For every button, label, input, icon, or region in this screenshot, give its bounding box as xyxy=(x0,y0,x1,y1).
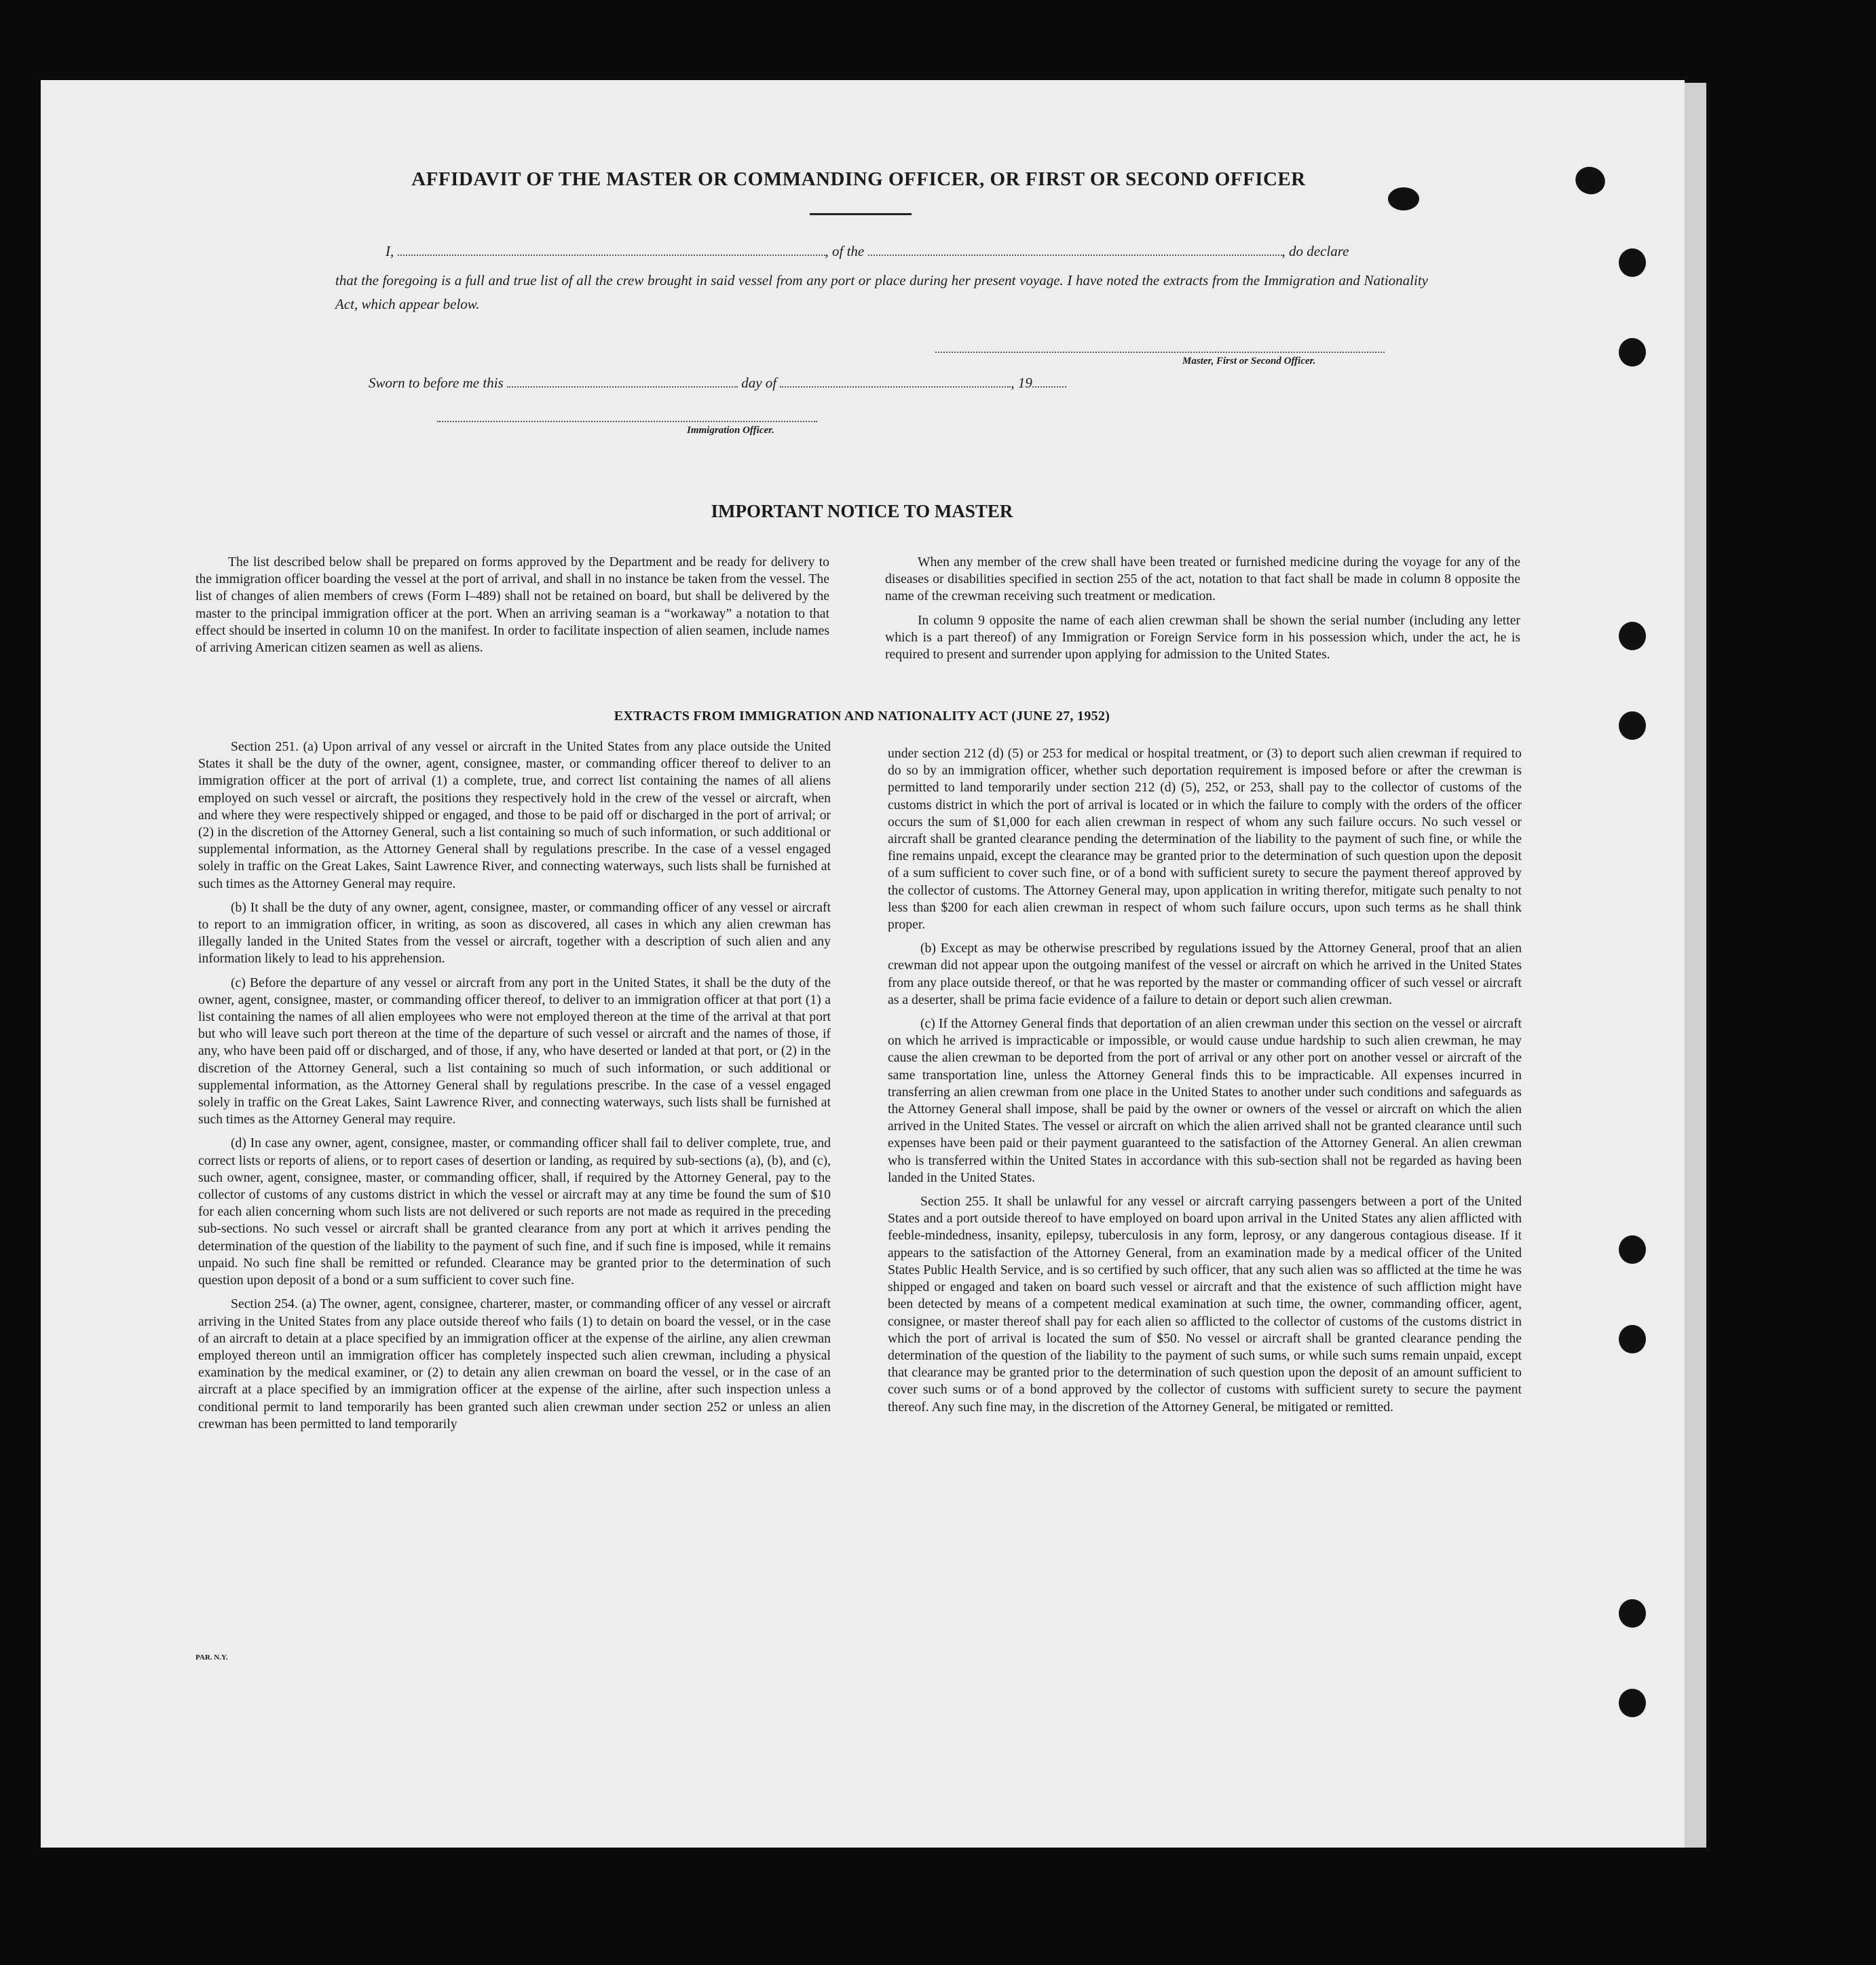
sworn-day-field[interactable] xyxy=(507,377,738,388)
extract-paragraph: (d) In case any owner, agent, consignee, master, or commanding officer shall fail to deliver complete, true, and correct lists or reports of aliens, or to report cases of desertion or landing, as required by sub-sections (a), (b), and (c), such owner, agent, consignee, master, or commanding officer, shall, if required by the Attorney General, pay to the collector of customs of any customs district in which the vessel or aircraft may at any time be found the sum of $10 for each alien concerning whom such lists are not delivered or such reports are not made as required in the preceding sub-sections. No such vessel or aircraft shall be granted clearance from any port at which it arrives pending the determination of the question of the liability to the payment of such fine, and if such fine is imposed, while it remains unpaid. No such fine shall be remitted or refunded. Clearance may be granted prior to the determination of such question upon deposit of a bond or a sum sufficient to cover such fine. xyxy=(198,1136,831,1288)
printer-mark: PAR. N.Y. xyxy=(195,1653,228,1662)
i-label: I, xyxy=(386,243,394,259)
notice-left-column xyxy=(195,554,829,656)
extract-paragraph: Section 255. It shall be unlawful for any vessel or aircraft carrying passengers between a port of the United States and a port outside thereof to have employed on board upon arrival in the United States any alien afflicted with feeble-mindedness, insanity, epilepsy, tuberculosis in any form, leprosy, or any dangerous contagious disease. If it appears to the satisfaction of the Attorney General, from an examination made by a medical officer of the United States Public Health Service, and is so certified by such officer, that any such alien was so afflicted at the time he was shipped or engaged and taken on board such vessel or aircraft and that the existence of such affliction might have been detected by means of a competent medical examination at such time, the owner, commanding officer, agent, consignee, or master thereof shall pay for each alien so afflicted to the collector of customs of the customs district in which the port of arrival is located the sum of $50. No vessel or aircraft shall be granted clearance pending the determination of the question of the liability to the payment of such sums, or while such sums remain unpaid, except that clearance may be granted prior to the determination of such question upon the deposit of an amount sufficient to cover such sums or of a bond approved by the collector of customs with sufficient surety to secure the payment thereof. Any such fine may, in the discretion of the Attorney General, be mitigated or remitted. xyxy=(888,1194,1522,1415)
notice-right-column xyxy=(885,554,1520,663)
punch-hole-icon xyxy=(1619,711,1646,740)
extract-paragraph: under section 212 (d) (5) or 253 for medical or hospital treatment, or (3) to deport such alien crewman if required to do so by an immigration officer, whether such deportation requirement is imposed before or after the crewman is permitted to land temporarily under section 212 (d) (5), 252, or 253, shall pay to the collector of customs of the customs district in which the port of arrival is located or in which the failure to comply with the orders of the officer occurs the sum of $1,000 for each alien crewman in respect of whom any such failure occurs. No such vessel or aircraft shall be granted clearance pending the determination of the liability to the payment of such fine, or while the fine remains unpaid, except the clearance may be granted prior to the determination of such question upon the deposit of a sum sufficient to cover such fine, or of a bond with sufficient surety to secure the payment thereof approved by the collector of customs. The Attorney General may, upon application in writing therefor, mitigate such penalty to not less than $200 for each alien crewman in respect of whom such failure occurs, upon such terms as he shall think proper. xyxy=(888,746,1522,933)
extracts-title: EXTRACTS FROM IMMIGRATION AND NATIONALITY ACT (JUNE 27, 1952) xyxy=(614,709,1110,724)
sworn-year-field[interactable] xyxy=(1032,377,1066,388)
punch-hole-icon xyxy=(1619,1325,1646,1353)
document-page xyxy=(41,80,1685,1848)
day-of-label: day of xyxy=(741,375,777,391)
sworn-month-field[interactable] xyxy=(780,377,1011,388)
title-rule xyxy=(810,213,912,215)
notice-paragraph: When any member of the crew shall have been treated or furnished medicine during the voyage for any of the diseases or disabilities specified in section 255 of the act, notation to that fact shall be made in column 8 opposite the name of the crewman receiving such treatment or medication. xyxy=(885,555,1520,604)
notice-title: IMPORTANT NOTICE TO MASTER xyxy=(711,501,1013,521)
extract-paragraph: (b) It shall be the duty of any owner, agent, consignee, master, or commanding officer of any vessel or aircraft to report to an immigration officer, in writing, as soon as discovered, all cases in which any alien crewman has illegally landed in the United States from the vessel or aircraft, together with a description of such alien and any information likely to lead to his apprehension. xyxy=(198,899,831,967)
of-the-label: , of the xyxy=(825,243,865,259)
do-declare-label: , do declare xyxy=(1281,243,1349,259)
extracts-left-column xyxy=(198,738,831,1433)
vessel-field[interactable] xyxy=(868,245,1282,256)
name-field[interactable] xyxy=(398,245,825,256)
sworn-line xyxy=(369,375,1183,392)
extract-paragraph: Section 254. (a) The owner, agent, consignee, charterer, master, or commanding officer of any vessel or aircraft arriving in the United States from any place outside thereof who fails (1) to detain on board the vessel, or in the case of an aircraft to detain at a place specified by an immigration officer at the expense of the airline, any alien crewman employed thereon until an immigration officer has completely inspected such alien crewman, including a physical examination by the medical examiner, or (2) to detain any alien crewman on board the vessel, or in the case of an aircraft at a place specified by an immigration officer at the expense of the airline, after such inspection unless a conditional permit to land temporarily has been granted such alien crewman under section 252 or unless an alien crewman has been permitted to land temporarily xyxy=(198,1296,831,1431)
punch-hole-icon xyxy=(1619,1235,1646,1264)
punch-hole-icon xyxy=(1619,1599,1646,1628)
year-label: , 19 xyxy=(1011,375,1032,391)
extract-paragraph: Section 251. (a) Upon arrival of any vessel or aircraft in the United States from any place outside the United States it shall be the duty of the owner, agent, consignee, master, or commanding officer thereof to deliver to an immigration officer at the port of arrival (1) a complete, true, and correct list containing the names of all aliens employed on such vessel or aircraft, the positions they respectively hold in the crew of the vessel or aircraft, when and where they were respectively shipped or engaged, and those to be paid off or discharged in the port of arrival; or (2) in the discretion of the Attorney General, such a list containing so much of such information, or such additional or supplemental information, as the Attorney General shall by regulations prescribe. In the case of a vessel engaged solely in traffic on the Great Lakes, Saint Lawrence River, and connecting waterways, such lists shall be furnished at such times as the Attorney General may require. xyxy=(198,739,831,891)
extract-paragraph: (c) If the Attorney General finds that deportation of an alien crewman under this section on the vessel or aircraft on which he arrived is impracticable or impossible, or would cause undue hardship to such alien crewman, he may cause the alien crewman to be deported from the port of arrival or any other port on another vessel or aircraft of the same transportation line, unless the Attorney General finds this to be impracticable. All expenses incurred in transferring an alien crewman from one place in the United States to another under such conditions and safeguards as the Attorney General shall impose, shall be paid by the owner or owners of the vessel or aircraft on which the alien arrived in the United States. The vessel or aircraft on which the alien arrived shall not be granted clearance until such expenses have been paid or their payment guaranteed to the satisfaction of the Attorney General. An alien crewman who is transferred within the United States in accordance with this sub-section shall not be regarded as having been landed in the United States. xyxy=(888,1016,1522,1185)
affidavit-title: AFFIDAVIT OF THE MASTER OR COMMANDING OFFICER, OR FIRST OR SECOND OFFICER xyxy=(411,168,1306,190)
extracts-right-column xyxy=(888,745,1522,1416)
notice-paragraph: In column 9 opposite the name of each alien crewman shall be shown the serial number (including any letter which is a part thereof) of any Immigration or Foreign Service form in his possession which, under the act, he is required to present and surrender upon applying for admission to the United States. xyxy=(885,612,1520,662)
master-signature-line[interactable] xyxy=(935,352,1385,353)
extract-paragraph: (c) Before the departure of any vessel or aircraft from any port in the United States, it shall be the duty of the owner, agent, consignee, master, or commanding officer thereof, to deliver to an immigration officer at that port (1) a list containing the names of all alien employees who were not employed thereon at the time of the arrival at that port but who will leave such port thereon at the time of the departure of such vessel or aircraft and the names of those, if any, who have been paid off or discharged, and of those, if any, who have deserted or landed at that port, or (2) in the discretion of the Attorney General, such a list containing so much of such information, or such additional or supplemental information, as the Attorney General shall by regulations prescribe. In the case of a vessel engaged solely in traffic on the Great Lakes, Saint Lawrence River, and connecting waterways, such lists shall be furnished at such times as the Attorney General may require. xyxy=(198,975,831,1127)
ink-blot-icon xyxy=(1388,187,1419,210)
punch-hole-icon xyxy=(1619,1689,1646,1717)
extract-paragraph: (b) Except as may be otherwise prescribed by regulations issued by the Attorney General, proof that an alien crewman did not appear upon the outgoing manifest of the vessel or aircraft on which he arrived in the United States from any place outside thereof, or that he was reported by the master or commanding officer of such vessel or aircraft as a deserter, shall be prima facie evidence of a failure to detain or deport such alien crewman. xyxy=(888,941,1522,1007)
declaration-text: that the foregoing is a full and true list of all the crew brought in said vessel from any port or place during her present voyage. I have noted the extracts from the Immigration and Nationality Act, which appear below. xyxy=(335,272,1428,312)
officer-signature-caption: Immigration Officer. xyxy=(687,425,774,436)
page-edge-strip xyxy=(1685,83,1706,1848)
punch-hole-icon xyxy=(1619,622,1646,650)
punch-hole-icon xyxy=(1619,248,1646,277)
officer-signature-line[interactable] xyxy=(437,421,817,422)
punch-hole-icon xyxy=(1619,338,1646,367)
master-signature-caption: Master, First or Second Officer. xyxy=(1182,356,1316,367)
declaration-line xyxy=(386,243,1424,260)
notice-paragraph: The list described below shall be prepared on forms approved by the Department and be ready for delivery to the immigration officer boarding the vessel at the port of arrival, and shall in no instance be taken from the vessel. The list of changes of alien members of crews (Form I–489) shall not be retained on board, but shall be delivered by the master to the principal immigration officer at the port. When an arriving seaman is a “workaway” a notation to that effect should be inserted in column 10 on the manifest. In order to facilitate inspection of alien seamen, include names of arriving American citizen seamen as well as aliens. xyxy=(195,555,829,656)
sworn-label: Sworn to before me this xyxy=(369,375,504,391)
